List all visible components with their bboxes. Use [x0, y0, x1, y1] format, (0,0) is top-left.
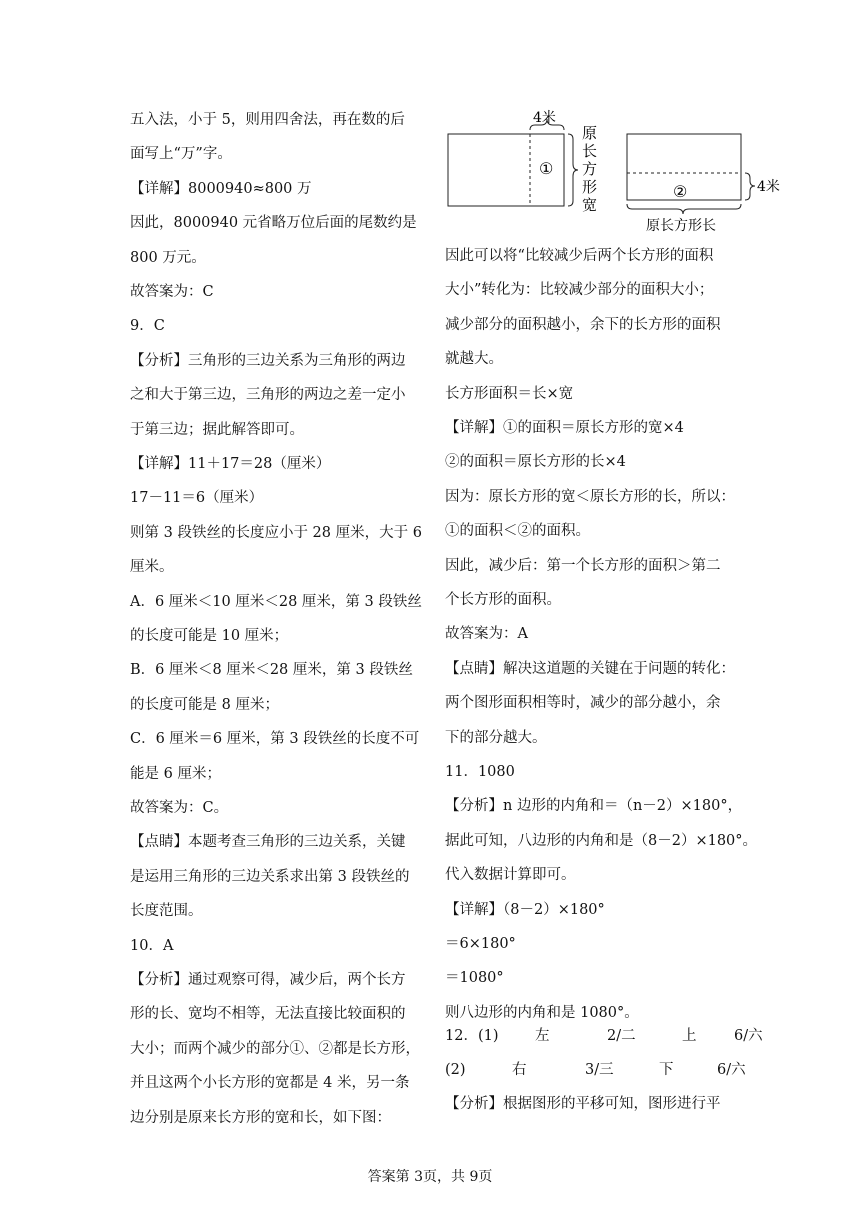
right-text-line: 下的部分越大。: [445, 729, 547, 746]
right-text-line: 因此，减少后：第一个长方形的面积＞第二: [445, 557, 721, 574]
left-text-line: 的长度可能是 8 厘米；: [130, 696, 279, 713]
right-text-line: 11．1080: [445, 764, 515, 780]
q12-row1-num2: 6/六: [734, 1028, 763, 1044]
left-text-line: 是运用三角形的三边关系求出第 3 段铁丝的: [130, 868, 410, 885]
left-text-line: 【详解】8000940≈800 万: [130, 180, 312, 197]
left-text-line: C．6 厘米＝6 厘米，第 3 段铁丝的长度不可: [130, 731, 420, 748]
right-text-line: 故答案为：A: [445, 626, 528, 643]
right-text-line: 代入数据计算即可。: [445, 867, 576, 884]
right-text-line: 因此可以将“比较减少后两个长方形的面积: [445, 248, 714, 264]
q12-row2-num1: 3/三: [585, 1062, 614, 1078]
left-text-line: 大小；而两个减少的部分①、②都是长方形，: [130, 1040, 420, 1057]
right-text-line: 【详解】①的面积＝原长方形的宽×4: [445, 420, 684, 436]
right-text-line: ②的面积＝原长方形的长×4: [445, 454, 626, 471]
right-text-line: 长方形面积＝长×宽: [445, 385, 574, 402]
right-text-line: 因为：原长方形的宽＜原长方形的长，所以：: [445, 488, 735, 505]
left-text-line: 【点睛】本题考查三角形的三边关系，关键: [130, 834, 406, 851]
left-text-line: 并且这两个小长方形的宽都是 4 米，另一条: [130, 1075, 410, 1092]
left-side-label: [582, 124, 597, 214]
q12-analysis: 【分析】根据图形的平移可知，图形进行平: [445, 1096, 721, 1112]
left-text-line: 能是 6 厘米；: [130, 765, 221, 782]
right-text-line: 【点睛】解决这道题的关键在于问题的转化：: [445, 660, 735, 677]
left-text-line: 五入法，小于 5，则用四舍法，再在数的后: [130, 112, 405, 128]
q12-row1-dir2: 上: [682, 1028, 697, 1044]
q12-row2-num2: 6/六: [717, 1062, 746, 1078]
right-text-line: 【分析】n 边形的内角和＝（n－2）×180°，: [445, 798, 743, 815]
left-text-line: B．6 厘米＜8 厘米＜28 厘米，第 3 段铁丝: [130, 662, 413, 679]
left-side-label-char: 宽: [582, 196, 598, 214]
left-text-line: 长度范围。: [130, 903, 203, 920]
q12-row1-num1: 2/二: [607, 1028, 636, 1044]
right-bottom-label: 原长方形长: [646, 218, 716, 234]
page-footer: 答案第 3页，共 9页: [367, 1169, 493, 1185]
region-2-label: ②: [673, 182, 688, 201]
left-text-line: A．6 厘米＜10 厘米＜28 厘米，第 3 段铁丝: [130, 593, 422, 610]
left-text-line: 面写上“万”字。: [130, 146, 232, 163]
left-side-brace: [568, 134, 578, 206]
left-text-line: 9．C: [130, 318, 165, 335]
left-text-line: 边分别是原来长方形的宽和长，如下图：: [130, 1109, 391, 1126]
left-side-label-char: 方: [582, 160, 598, 178]
left-text-line: 【分析】三角形的三边关系为三角形的两边: [130, 352, 406, 369]
right-text-line: 【详解】（8－2）×180°: [445, 901, 605, 918]
right-text-line: 据此可知，八边形的内角和是（8－2）×180°。: [445, 832, 758, 849]
left-text-line: 厘米。: [130, 559, 174, 576]
right-text-line: 则八边形的内角和是 1080°。: [445, 1004, 639, 1021]
right-side-brace: [745, 173, 755, 200]
left-side-label-char: 长: [582, 142, 598, 160]
left-text-line: 【分析】通过观察可得，减少后，两个长方: [130, 972, 406, 988]
right-text-line: 大小”转化为：比较减少部分的面积大小；: [445, 282, 714, 299]
right-text-line: 就越大。: [445, 351, 503, 368]
left-text-line: 800 万元。: [130, 249, 206, 266]
left-text-line: 故答案为：C: [130, 284, 214, 300]
left-side-label-char: 原: [582, 124, 598, 142]
rectangle-figure: [440, 108, 790, 234]
left-text-line: 形的长、宽均不相等，无法直接比较面积的: [130, 1006, 406, 1023]
right-side-label: 4米: [757, 179, 780, 195]
left-text-line: 则第 3 段铁丝的长度应小于 28 厘米，大于 6: [130, 524, 422, 541]
left-text-line: 10．A: [130, 937, 174, 954]
right-text-line: ①的面积＜②的面积。: [445, 523, 590, 540]
left-side-label-char: 形: [582, 178, 598, 196]
left-top-label: 4米: [533, 110, 556, 126]
right-text-line: 减少部分的面积越小，余下的长方形的面积: [445, 316, 721, 333]
left-text-line: 17－11＝6（厘米）: [130, 490, 264, 507]
right-text-line: 两个图形面积相等时，减少的部分越小，余: [445, 695, 721, 712]
right-bottom-brace: [627, 204, 741, 214]
left-text-line: 故答案为：C。: [130, 800, 229, 816]
q12-row2-label: (2): [445, 1062, 466, 1078]
right-text-line: ＝6×180°: [445, 936, 516, 952]
region-1-label: ①: [539, 159, 554, 178]
right-text-line: ＝1080°: [445, 970, 504, 987]
q12-row2-dir2: 下: [659, 1062, 674, 1078]
left-text-line: 之和大于第三边，三角形的两边之差一定小: [130, 387, 406, 404]
left-text-line: 因此，8000940 元省略万位后面的尾数约是: [130, 215, 417, 232]
q12-row-2: [445, 1060, 746, 1080]
q12-row-1: [445, 1026, 763, 1046]
right-text-line: 个长方形的面积。: [445, 592, 561, 608]
q12-row1-dir1: 左: [535, 1028, 550, 1044]
left-text-line: 【详解】11＋17＝28（厘米）: [130, 456, 331, 472]
left-text-line: 于第三边；据此解答即可。: [130, 421, 304, 438]
q12-row2-dir1: 右: [512, 1062, 527, 1078]
q12-row1-label: 12．(1): [445, 1028, 499, 1044]
left-text-line: 的长度可能是 10 厘米；: [130, 628, 289, 644]
